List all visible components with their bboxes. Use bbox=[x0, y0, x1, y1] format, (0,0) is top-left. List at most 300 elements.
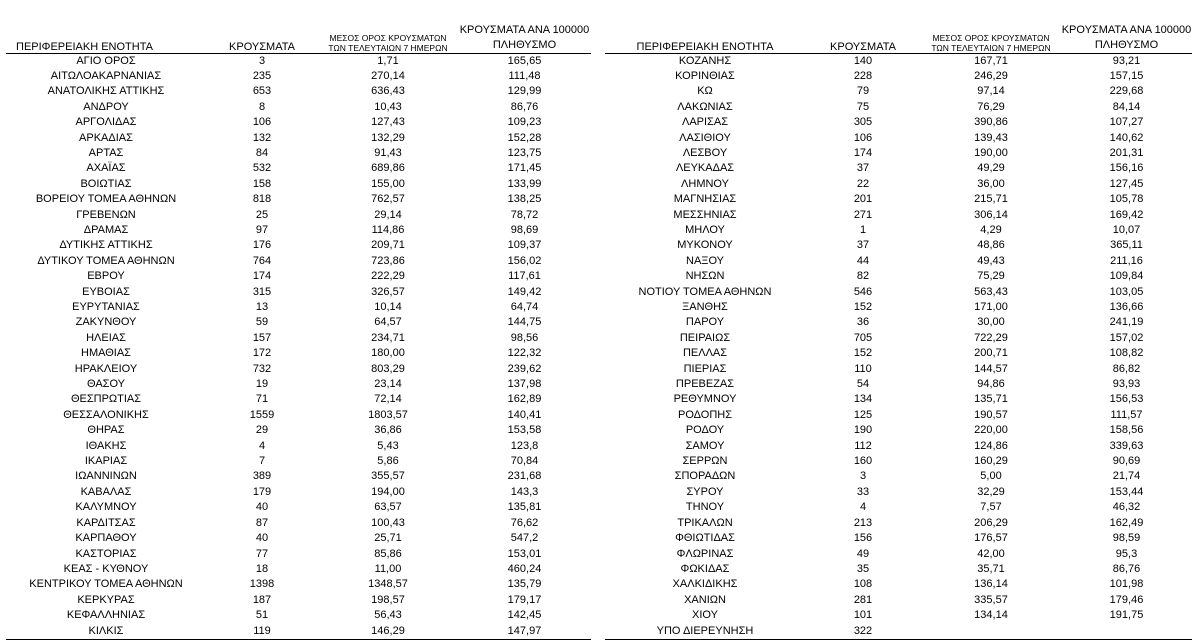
cases-cell: 84 bbox=[255, 146, 269, 159]
avg-7day-cell: 72,14 bbox=[374, 393, 402, 406]
cases-cell: 36 bbox=[856, 316, 870, 329]
area-cell: ΧΑΛΚΙΔΙΚΗΣ bbox=[672, 578, 738, 591]
table-row bbox=[605, 115, 1192, 130]
per-100000-cell: 105,78 bbox=[1109, 193, 1144, 206]
per-100000-cell: 153,01 bbox=[507, 547, 542, 560]
area-cell: ΒΟΡΕΙΟΥ ΤΟΜΕΑ ΑΘΗΝΩΝ bbox=[35, 193, 177, 206]
per-100000-cell: 98,69 bbox=[510, 223, 539, 236]
avg-7day-cell: 160,29 bbox=[974, 455, 1008, 468]
area-cell: ΔΥΤΙΚΗΣ ΑΤΤΙΚΗΣ bbox=[59, 239, 153, 252]
avg-7day-cell: 114,86 bbox=[371, 223, 405, 236]
table-row bbox=[6, 577, 591, 592]
area-cell: ΠΕΙΡΑΙΩΣ bbox=[679, 331, 731, 344]
per-100000-cell: 21,74 bbox=[1112, 470, 1141, 483]
area-cell: ΑΝΑΤΟΛΙΚΗΣ ΑΤΤΙΚΗΣ bbox=[47, 85, 165, 98]
avg-7day-cell: 36,86 bbox=[374, 424, 402, 437]
table-body-left bbox=[6, 53, 591, 639]
cases-cell: 101 bbox=[853, 609, 873, 622]
cases-cell: 157 bbox=[252, 331, 272, 344]
avg-7day-cell: 29,14 bbox=[374, 208, 402, 221]
per-100000-cell: 123,8 bbox=[510, 439, 539, 452]
per-100000-cell: 156,16 bbox=[1109, 162, 1144, 175]
avg-7day-cell: 144,57 bbox=[974, 362, 1008, 375]
cases-cell: 18 bbox=[255, 562, 269, 575]
avg-7day-cell: 335,57 bbox=[974, 593, 1008, 606]
area-cell: ΑΡΚΑΔΙΑΣ bbox=[79, 131, 133, 144]
area-cell: ΙΘΑΚΗΣ bbox=[85, 439, 127, 452]
cases-cell: 764 bbox=[252, 254, 272, 267]
table-row bbox=[605, 624, 1192, 640]
avg-7day-cell: 200,71 bbox=[974, 347, 1008, 360]
table-row bbox=[6, 331, 591, 346]
cases-cell: 51 bbox=[255, 609, 269, 622]
cases-cell: 315 bbox=[252, 285, 272, 298]
cases-cell: 44 bbox=[856, 254, 870, 267]
cases-cell: 97 bbox=[255, 223, 269, 236]
per-100000-cell: 169,42 bbox=[1109, 208, 1144, 221]
per-100000-cell: 103,05 bbox=[1109, 285, 1144, 298]
per-100000-cell: 140,41 bbox=[507, 408, 542, 421]
per-100000-cell: 90,69 bbox=[1112, 455, 1141, 468]
table-row bbox=[6, 269, 591, 284]
table-row bbox=[605, 331, 1192, 346]
per-100000-cell: 108,82 bbox=[1109, 347, 1144, 360]
area-cell: ΣΑΜΟΥ bbox=[685, 439, 725, 452]
avg-7day-cell: 135,71 bbox=[974, 393, 1008, 406]
per-100000-cell: 149,42 bbox=[507, 285, 542, 298]
header-7day-average: ΜΕΣΟΣ ΟΡΟΣ ΚΡΟΥΣΜΑΤΩΝ ΤΩΝ ΤΕΛΕΥΤΑΙΩΝ 7 ΗΜΕΡΩΝ bbox=[921, 0, 1061, 53]
area-cell: ΚΕΝΤΡΙΚΟΥ ΤΟΜΕΑ ΑΘΗΝΩΝ bbox=[29, 578, 183, 591]
area-cell: ΣΠΟΡΑΔΩΝ bbox=[674, 470, 736, 483]
avg-7day-cell: 723,86 bbox=[371, 254, 405, 267]
per-100000-cell: 93,21 bbox=[1112, 54, 1141, 67]
table-row bbox=[6, 392, 591, 407]
per-100000-cell: 147,97 bbox=[458, 624, 591, 640]
area-cell: ΔΥΤΙΚΟΥ ΤΟΜΕΑ ΑΘΗΝΩΝ bbox=[37, 254, 175, 267]
cases-cell: 732 bbox=[252, 362, 272, 375]
table-row bbox=[605, 285, 1192, 300]
per-100000-cell: 98,56 bbox=[510, 331, 539, 344]
table-row bbox=[6, 315, 591, 330]
table-row bbox=[6, 161, 591, 176]
area-cell: ΓΡΕΒΕΝΩΝ bbox=[76, 208, 136, 221]
table-row bbox=[605, 208, 1192, 223]
avg-7day-cell: 4,29 bbox=[980, 223, 1002, 236]
cases-cell: 82 bbox=[856, 270, 870, 283]
table-row bbox=[605, 146, 1192, 161]
cases-cell: 653 bbox=[252, 85, 272, 98]
avg-7day-cell: 190,00 bbox=[974, 146, 1008, 159]
table-row bbox=[6, 146, 591, 161]
avg-7day-cell: 10,43 bbox=[374, 100, 402, 113]
cases-cell: 1559 bbox=[249, 408, 275, 421]
per-100000-cell: 122,32 bbox=[507, 347, 542, 360]
cases-cell: 40 bbox=[255, 532, 269, 545]
area-cell: ΡΕΘΥΜΝΟΥ bbox=[673, 393, 737, 406]
area-cell: ΑΡΤΑΣ bbox=[88, 146, 124, 159]
avg-7day-cell: 246,29 bbox=[974, 69, 1008, 82]
area-cell: ΦΩΚΙΔΑΣ bbox=[680, 562, 730, 575]
table-row bbox=[605, 392, 1192, 407]
area-cell: ΘΕΣΠΡΩΤΙΑΣ bbox=[70, 393, 142, 406]
avg-7day-cell: 1803,57 bbox=[368, 408, 408, 421]
table-row bbox=[6, 562, 591, 577]
cases-cell: 71 bbox=[255, 393, 269, 406]
avg-7day-cell: 146,29 bbox=[318, 624, 458, 640]
header-cases-per-100000: ΚΡΟΥΣΜΑΤΑ ΑΝΑ 100000 ΠΛΗΘΥΣΜΟ bbox=[1061, 0, 1192, 53]
per-100000-cell: 156,53 bbox=[1109, 393, 1144, 406]
avg-7day-cell: 124,86 bbox=[974, 439, 1008, 452]
avg-7day-cell: 48,86 bbox=[977, 239, 1005, 252]
per-100000-cell: 152,28 bbox=[507, 131, 542, 144]
cases-cell: 4 bbox=[258, 439, 266, 452]
per-100000-cell: 135,79 bbox=[507, 578, 542, 591]
area-cell: ΛΑΡΙΣΑΣ bbox=[681, 116, 728, 129]
cases-cell: 818 bbox=[252, 193, 272, 206]
table-row bbox=[6, 547, 591, 562]
per-100000-cell: 46,32 bbox=[1112, 501, 1141, 514]
avg-7day-cell: 97,14 bbox=[977, 85, 1005, 98]
cases-cell: 140 bbox=[853, 54, 873, 67]
table-row bbox=[6, 300, 591, 315]
area-cell: ΛΗΜΝΟΥ bbox=[681, 177, 729, 190]
cases-cell: 179 bbox=[252, 485, 272, 498]
area-cell: ΛΕΣΒΟΥ bbox=[682, 146, 728, 159]
per-100000-cell: 241,19 bbox=[1109, 316, 1144, 329]
per-100000-cell: 84,14 bbox=[1112, 100, 1141, 113]
per-100000-cell: 140,62 bbox=[1109, 131, 1144, 144]
area-cell: ΛΕΥΚΑΔΑΣ bbox=[675, 162, 735, 175]
table-row bbox=[6, 439, 591, 454]
table-row bbox=[605, 531, 1192, 546]
table-row bbox=[6, 69, 591, 84]
header-cases: ΚΡΟΥΣΜΑΤΑ bbox=[206, 0, 318, 53]
cases-cell: 106 bbox=[252, 116, 272, 129]
per-100000-cell: 76,62 bbox=[510, 516, 539, 529]
table-row bbox=[6, 100, 591, 115]
cases-cell: 134 bbox=[853, 393, 873, 406]
per-100000-cell: 127,45 bbox=[1109, 177, 1144, 190]
cases-cell: 54 bbox=[856, 378, 870, 391]
avg-7day-cell: 234,71 bbox=[371, 331, 405, 344]
area-cell: ΝΗΣΩΝ bbox=[685, 270, 725, 283]
cases-cell: 281 bbox=[853, 593, 873, 606]
avg-7day-cell: 563,43 bbox=[974, 285, 1008, 298]
per-100000-cell: 93,93 bbox=[1112, 378, 1141, 391]
cases-cell: 35 bbox=[856, 562, 870, 575]
per-100000-cell: 229,68 bbox=[1109, 85, 1144, 98]
table-row bbox=[6, 516, 591, 531]
area-cell: ΚΩ bbox=[697, 85, 713, 98]
area-cell: ΒΟΙΩΤΙΑΣ bbox=[80, 177, 132, 190]
area-cell: ΧΑΝΙΩΝ bbox=[684, 593, 726, 606]
per-100000-cell: 86,76 bbox=[510, 100, 539, 113]
avg-7day-cell: 171,00 bbox=[974, 301, 1008, 313]
area-cell: ΝΑΞΟΥ bbox=[686, 254, 724, 267]
table-row bbox=[6, 131, 591, 146]
cases-cell: 108 bbox=[853, 578, 873, 591]
area-cell: ΗΛΕΙΑΣ bbox=[86, 331, 126, 344]
area-cell: ΚΙΛΚΙΣ bbox=[6, 624, 206, 640]
cases-cell: 40 bbox=[255, 501, 269, 514]
avg-7day-cell: 11,00 bbox=[374, 562, 402, 575]
table-row bbox=[6, 377, 591, 392]
area-cell: ΛΑΚΩΝΙΑΣ bbox=[677, 100, 733, 113]
area-cell: ΚΑΣΤΟΡΙΑΣ bbox=[75, 547, 137, 560]
cases-cell: 79 bbox=[856, 85, 870, 98]
cases-cell: 190 bbox=[853, 424, 873, 437]
avg-7day-cell: 180,00 bbox=[371, 347, 405, 360]
avg-7day-cell: 636,43 bbox=[371, 85, 405, 98]
avg-7day-cell: 5,43 bbox=[377, 439, 399, 452]
per-100000-cell: 153,44 bbox=[1109, 485, 1144, 498]
per-100000-cell: 138,25 bbox=[507, 193, 542, 206]
cases-cell: 228 bbox=[853, 69, 873, 82]
per-100000-cell: 165,65 bbox=[507, 54, 542, 67]
area-cell: ΔΡΑΜΑΣ bbox=[83, 223, 129, 236]
table-row bbox=[605, 238, 1192, 253]
cases-cell: 152 bbox=[853, 347, 873, 360]
cases-cell: 158 bbox=[252, 177, 272, 190]
area-cell: ΠΕΛΛΑΣ bbox=[682, 347, 728, 360]
table-row bbox=[605, 377, 1192, 392]
avg-7day-cell: 32,29 bbox=[977, 485, 1005, 498]
covid-cases-table-left bbox=[6, 0, 591, 640]
area-cell: ΕΒΡΟΥ bbox=[87, 270, 125, 283]
area-cell: ΠΙΕΡΙΑΣ bbox=[683, 362, 727, 375]
area-cell: ΥΠΟ ΔΙΕΡΕΥΝΗΣΗ bbox=[605, 624, 805, 640]
table-row bbox=[605, 454, 1192, 469]
area-cell: ΘΗΡΑΣ bbox=[87, 424, 125, 437]
per-100000-cell: 162,89 bbox=[507, 393, 542, 406]
per-100000-cell: 109,84 bbox=[1109, 270, 1144, 283]
per-100000-cell: 179,17 bbox=[507, 593, 542, 606]
area-cell: ΜΗΛΟΥ bbox=[685, 223, 725, 236]
table-row bbox=[605, 100, 1192, 115]
cases-cell: 705 bbox=[853, 331, 873, 344]
per-100000-cell: 153,58 bbox=[507, 424, 542, 437]
avg-7day-cell: 23,14 bbox=[374, 378, 402, 391]
cases-cell: 152 bbox=[853, 301, 873, 313]
header-7day-average: ΜΕΣΟΣ ΟΡΟΣ ΚΡΟΥΣΜΑΤΩΝ ΤΩΝ ΤΕΛΕΥΤΑΙΩΝ 7 ΗΜΕΡΩΝ bbox=[318, 0, 458, 53]
cases-cell: 176 bbox=[252, 239, 272, 252]
table-row bbox=[605, 362, 1192, 377]
per-100000-cell: 339,63 bbox=[1109, 439, 1144, 452]
header-cases: ΚΡΟΥΣΜΑΤΑ bbox=[805, 0, 921, 53]
avg-7day-cell: 155,00 bbox=[371, 177, 405, 190]
area-cell: ΚΕΑΣ - ΚΥΘΝΟΥ bbox=[63, 562, 149, 575]
table-row bbox=[605, 177, 1192, 192]
per-100000-cell: 365,11 bbox=[1110, 239, 1143, 252]
per-100000-cell: 156,02 bbox=[507, 254, 542, 267]
per-100000-cell: 109,37 bbox=[507, 239, 542, 252]
table-row bbox=[6, 423, 591, 438]
cases-cell: 37 bbox=[856, 239, 870, 252]
cases-cell: 4 bbox=[859, 501, 867, 514]
cases-cell: 125 bbox=[853, 408, 873, 421]
table-row bbox=[6, 208, 591, 223]
per-100000-cell: 157,15 bbox=[1109, 69, 1144, 82]
table-row bbox=[605, 131, 1192, 146]
avg-7day-cell: 91,43 bbox=[374, 146, 402, 159]
avg-7day-cell: 35,71 bbox=[977, 562, 1005, 575]
area-cell: ΠΑΡΟΥ bbox=[685, 316, 725, 329]
per-100000-cell: 70,84 bbox=[510, 455, 539, 468]
per-100000-cell: 231,68 bbox=[507, 470, 542, 483]
table-row bbox=[605, 346, 1192, 361]
area-cell: ΧΙΟΥ bbox=[692, 609, 718, 622]
avg-7day-cell: 689,86 bbox=[371, 162, 405, 175]
cases-cell: 22 bbox=[856, 177, 870, 190]
table-row bbox=[605, 300, 1192, 315]
table-row bbox=[6, 285, 591, 300]
avg-7day-cell: 194,00 bbox=[371, 485, 405, 498]
area-cell: ΜΥΚΟΝΟΥ bbox=[677, 239, 733, 252]
cases-cell: 77 bbox=[255, 547, 269, 560]
avg-7day-cell: 190,57 bbox=[974, 408, 1008, 421]
area-cell: ΠΡΕΒΕΖΑΣ bbox=[675, 378, 735, 391]
area-cell: ΘΕΣΣΑΛΟΝΙΚΗΣ bbox=[63, 408, 149, 421]
cases-cell: 13 bbox=[255, 301, 269, 313]
per-100000-cell: 86,76 bbox=[1112, 562, 1141, 575]
cases-cell: 7 bbox=[258, 455, 266, 468]
avg-7day-cell: 10,14 bbox=[374, 301, 402, 313]
table-row bbox=[605, 269, 1192, 284]
area-cell: ΣΥΡΟΥ bbox=[686, 485, 724, 498]
area-cell: ΕΥΒΟΙΑΣ bbox=[82, 285, 130, 298]
per-100000-cell: 179,46 bbox=[1109, 593, 1144, 606]
area-cell: ΖΑΚΥΝΘΟΥ bbox=[75, 316, 137, 329]
area-cell: ΚΟΖΑΝΗΣ bbox=[678, 54, 732, 67]
area-cell: ΜΑΓΝΗΣΙΑΣ bbox=[673, 193, 737, 206]
avg-7day-cell: 76,29 bbox=[977, 100, 1005, 113]
table-row bbox=[6, 485, 591, 500]
per-100000-cell: 98,59 bbox=[1112, 532, 1141, 545]
avg-7day-cell: 7,57 bbox=[980, 501, 1002, 514]
per-100000-cell: 211,16 bbox=[1110, 254, 1143, 267]
avg-7day-cell: 49,43 bbox=[977, 254, 1005, 267]
table-row bbox=[6, 84, 591, 99]
table-row bbox=[605, 439, 1192, 454]
cases-cell: 322 bbox=[805, 624, 921, 640]
area-cell: ΑΓΙΟ ΟΡΟΣ bbox=[76, 54, 136, 67]
cases-cell: 75 bbox=[856, 100, 870, 113]
table-row bbox=[6, 454, 591, 469]
per-100000-cell: 162,49 bbox=[1109, 516, 1144, 529]
avg-7day-cell: 127,43 bbox=[371, 116, 405, 129]
table-row bbox=[605, 516, 1192, 531]
table-row bbox=[605, 161, 1192, 176]
avg-7day-cell: 30,00 bbox=[977, 316, 1005, 329]
area-cell: ΤΗΝΟΥ bbox=[685, 501, 725, 514]
cases-cell: 25 bbox=[255, 208, 269, 221]
per-100000-cell: 123,75 bbox=[507, 146, 542, 159]
per-100000-cell: 137,98 bbox=[507, 378, 542, 391]
per-100000-cell: 78,72 bbox=[510, 208, 539, 221]
table-row bbox=[605, 562, 1192, 577]
per-100000-cell: 129,99 bbox=[507, 85, 542, 98]
per-100000-cell: 107,27 bbox=[1109, 116, 1144, 129]
avg-7day-cell bbox=[921, 624, 1061, 640]
cases-cell: 59 bbox=[255, 316, 269, 329]
area-cell: ΗΜΑΘΙΑΣ bbox=[81, 347, 131, 360]
avg-7day-cell: 390,86 bbox=[974, 116, 1008, 129]
avg-7day-cell: 355,57 bbox=[371, 470, 405, 483]
per-100000-cell: 135,81 bbox=[507, 501, 542, 514]
per-100000-cell: 10,07 bbox=[1112, 223, 1141, 236]
per-100000-cell: 158,56 bbox=[1109, 424, 1144, 437]
covid-cases-table-right bbox=[605, 0, 1192, 640]
table-row bbox=[605, 423, 1192, 438]
avg-7day-cell: 206,29 bbox=[974, 516, 1008, 529]
area-cell: ΜΕΣΣΗΝΙΑΣ bbox=[673, 208, 737, 221]
avg-7day-cell: 100,43 bbox=[371, 516, 405, 529]
table-row bbox=[6, 608, 591, 623]
avg-7day-cell: 85,86 bbox=[374, 547, 402, 560]
avg-7day-cell: 25,71 bbox=[374, 532, 402, 545]
area-cell: ΑΡΓΟΛΙΔΑΣ bbox=[75, 116, 137, 129]
avg-7day-cell: 5,86 bbox=[377, 455, 399, 468]
per-100000-cell: 109,23 bbox=[507, 116, 542, 129]
cases-cell: 8 bbox=[258, 100, 266, 113]
area-cell: ΚΑΛΥΜΝΟΥ bbox=[75, 501, 137, 514]
avg-7day-cell: 134,14 bbox=[974, 609, 1008, 622]
per-100000-cell: 547,2 bbox=[510, 532, 539, 545]
avg-7day-cell: 220,00 bbox=[974, 424, 1008, 437]
area-cell: ΡΟΔΟΠΗΣ bbox=[677, 408, 733, 421]
cases-cell: 546 bbox=[853, 285, 873, 298]
table-row bbox=[605, 254, 1192, 269]
cases-cell: 110 bbox=[854, 362, 872, 375]
cases-cell: 305 bbox=[853, 116, 873, 129]
area-cell: ΙΩΑΝΝΙΝΩΝ bbox=[75, 470, 137, 483]
per-100000-cell: 201,31 bbox=[1109, 146, 1144, 159]
table-row bbox=[605, 223, 1192, 238]
table-row bbox=[605, 53, 1192, 69]
cases-cell: 37 bbox=[856, 162, 870, 175]
cases-cell: 187 bbox=[252, 593, 272, 606]
per-100000-cell: 143,3 bbox=[510, 485, 539, 498]
area-cell: ΦΛΩΡΙΝΑΣ bbox=[676, 547, 734, 560]
table-row bbox=[605, 485, 1192, 500]
avg-7day-cell: 803,29 bbox=[371, 362, 405, 375]
table-row bbox=[6, 346, 591, 361]
cases-cell: 49 bbox=[856, 547, 870, 560]
table-row bbox=[6, 53, 591, 69]
area-cell: ΑΧΑΪΑΣ bbox=[86, 162, 126, 175]
cases-cell: 3 bbox=[258, 54, 266, 67]
header-cases-per-100000: ΚΡΟΥΣΜΑΤΑ ΑΝΑ 100000 ΠΛΗΘΥΣΜΟ bbox=[458, 0, 591, 53]
table-row bbox=[6, 624, 591, 640]
area-cell: ΤΡΙΚΑΛΩΝ bbox=[677, 516, 733, 529]
area-cell: ΛΑΣΙΘΙΟΥ bbox=[679, 131, 731, 144]
avg-7day-cell: 198,57 bbox=[371, 593, 405, 606]
avg-7day-cell: 167,71 bbox=[974, 54, 1008, 67]
per-100000-cell: 157,02 bbox=[1109, 331, 1144, 344]
avg-7day-cell: 132,29 bbox=[371, 131, 405, 144]
table-row bbox=[6, 362, 591, 377]
per-100000-cell: 239,62 bbox=[507, 362, 542, 375]
cases-cell: 106 bbox=[853, 131, 873, 144]
area-cell: ΗΡΑΚΛΕΙΟΥ bbox=[74, 362, 138, 375]
area-cell: ΚΕΦΑΛΛΗΝΙΑΣ bbox=[66, 609, 146, 622]
per-100000-cell: 171,45 bbox=[507, 162, 542, 175]
avg-7day-cell: 215,71 bbox=[974, 193, 1008, 206]
cases-cell: 213 bbox=[853, 516, 873, 529]
avg-7day-cell: 49,29 bbox=[977, 162, 1005, 175]
cases-cell: 235 bbox=[252, 69, 272, 82]
avg-7day-cell: 63,57 bbox=[374, 501, 402, 514]
